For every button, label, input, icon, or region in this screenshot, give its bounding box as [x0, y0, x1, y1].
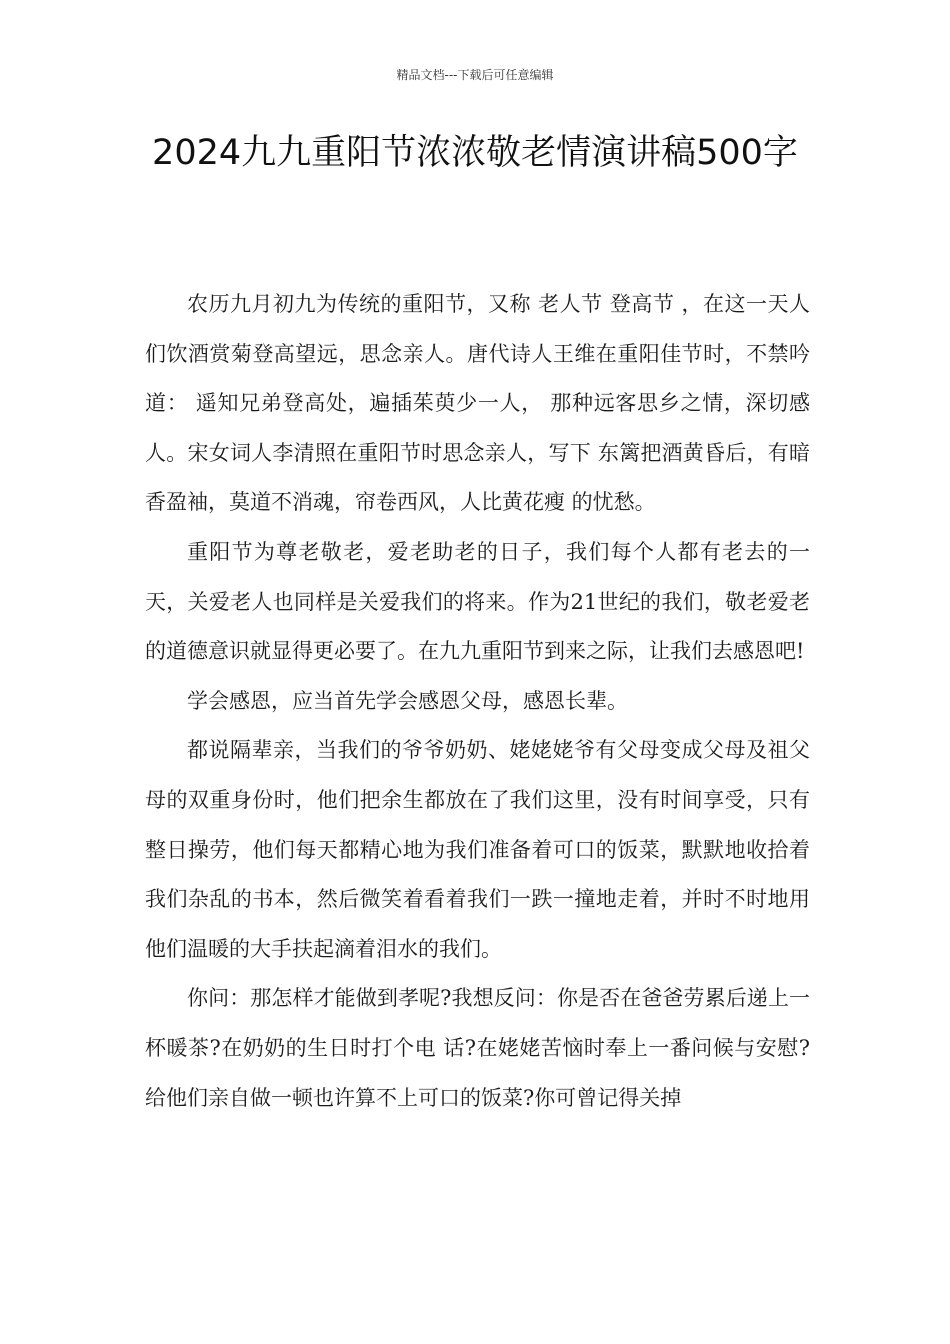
paragraph-1: 农历九月初九为传统的重阳节，又称 老人节 登高节 ，在这一天人们饮酒赏菊登高望远，思念亲人。唐代诗人王维在重阳佳节时，不禁吟道： 遥知兄弟登高处，遍插茱萸少一人， 那种远客思乡之情，深切感人。宋女词人李清照在重阳节时思念亲人，写下 东篱把酒黄昏后，有暗香盈袖，莫道不消魂，帘卷西风，人比黄花瘦 的忧愁。 — [145, 292, 810, 515]
header-note: 精品文档---下载后可任意编辑 — [396, 68, 554, 82]
document-body — [145, 280, 810, 1123]
paragraph-5: 你问：那怎样才能做到孝呢?我想反问：你是否在爸爸劳累后递上一杯暖茶?在奶奶的生日时打个电 话?在姥姥苦恼时奉上一番问候与安慰?给他们亲自做一顿也许算不上可口的饭菜?你可曾记得关掉 — [145, 986, 810, 1110]
document-title: 2024九九重阳节浓浓敬老情演讲稿500字 — [152, 133, 798, 173]
paragraph-4: 都说隔辈亲，当我们的爷爷奶奶、姥姥姥爷有父母变成父母及祖父母的双重身份时，他们把余生都放在了我们这里，没有时间享受，只有整日操劳，他们每天都精心地为我们准备着可口的饭菜，默默地收拾着我们杂乱的书本，然后微笑着看着我们一跌一撞地走着，并时不时地用他们温暖的大手扶起滴着泪水的我们。 — [145, 738, 810, 961]
paragraph-3: 学会感恩，应当首先学会感恩父母，感恩长辈。 — [187, 688, 628, 713]
paragraph-2: 重阳节为尊老敬老，爱老助老的日子，我们每个人都有老去的一天，关爱老人也同样是关爱我们的将来。作为21世纪的我们，敬老爱老的道德意识就显得更必要了。在九九重阳节到来之际，让我们去感恩吧! — [145, 539, 810, 664]
